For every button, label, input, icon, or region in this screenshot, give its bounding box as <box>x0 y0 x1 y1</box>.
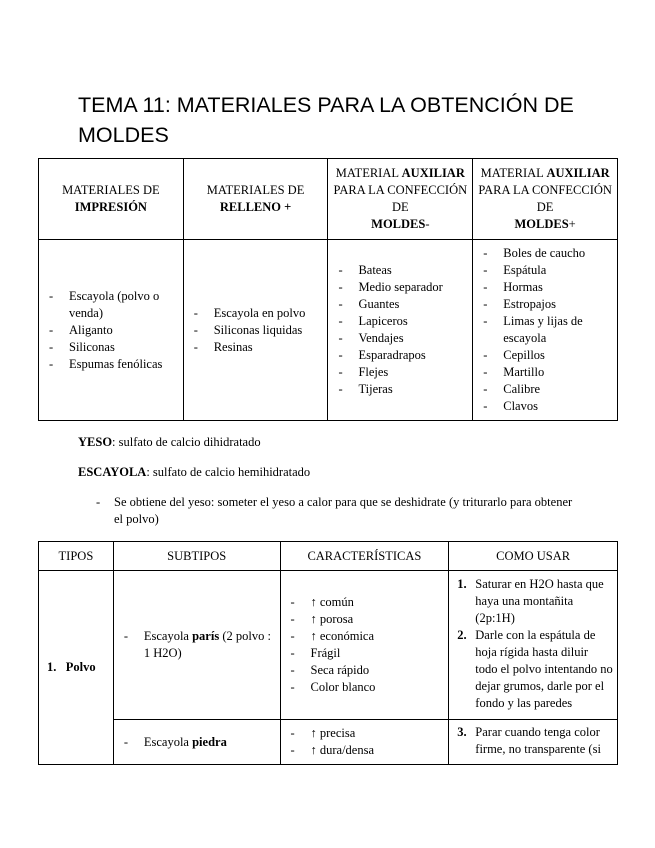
header-auxiliar-plus <box>473 159 618 240</box>
list-item: - Espumas fenólicas <box>49 356 179 373</box>
characteristics-piedra <box>280 720 449 765</box>
materials-header-row <box>39 159 618 240</box>
table-row <box>39 720 618 765</box>
list-item: - ↑ económica <box>291 628 445 645</box>
list-item <box>457 576 613 627</box>
materials-table <box>38 158 618 421</box>
header-text: PARA LA CONFECCIÓN DE <box>333 183 468 214</box>
type-number: 1. <box>47 660 57 674</box>
list-item: - Hormas <box>483 279 613 296</box>
header-bold: IMPRESIÓN <box>74 200 147 214</box>
list-item: - Tijeras <box>338 381 468 398</box>
header-text: MATERIAL <box>480 166 544 180</box>
list-item: - Aliganto <box>49 322 179 339</box>
list-item: - Calibre <box>483 381 613 398</box>
list-item: - ↑ dura/densa <box>291 742 445 759</box>
list-item: - Seca rápido <box>291 662 445 679</box>
header-bold: AUXILIAR <box>401 166 465 180</box>
list-item: - Espátula <box>483 262 613 279</box>
list-item: - Vendajes <box>338 330 468 347</box>
characteristics-paris <box>280 571 449 720</box>
table-row <box>39 571 618 720</box>
term-escayola: ESCAYOLA <box>78 465 147 479</box>
list-item: - Boles de caucho <box>483 245 613 262</box>
list-item: - Color blanco <box>291 679 445 696</box>
header-auxiliar-minus <box>328 159 473 240</box>
subtype-ratio: (2 polvo : 1 H2O) <box>143 629 271 660</box>
header-text: MATERIALES DE <box>62 183 160 197</box>
list-item: - Siliconas <box>49 339 179 356</box>
list-item: - ↑ porosa <box>291 611 445 628</box>
materials-body-row <box>39 240 618 421</box>
col-auxiliar-minus <box>328 240 473 421</box>
list-item: - Cepillos <box>483 347 613 364</box>
list-item: - Medio separador <box>338 279 468 296</box>
list-item <box>124 628 276 662</box>
list-item: - Siliconas liquidas <box>194 322 324 339</box>
header-bold: MOLDES <box>371 217 426 231</box>
header-bold: AUXILIAR <box>546 166 610 180</box>
header-relleno <box>183 159 328 240</box>
header-bold: MOLDES <box>514 217 569 231</box>
list-item: - Lapiceros <box>338 313 468 330</box>
list-item: - ↑ precisa <box>291 725 445 742</box>
header-text: MATERIALES DE <box>206 183 305 197</box>
list-item: - Martillo <box>483 364 613 381</box>
header-sign: - <box>425 217 430 231</box>
subtype-text: Escayola <box>143 629 193 643</box>
list-item: - Flejes <box>338 364 468 381</box>
header-impresion <box>39 159 184 240</box>
list-item: - Estropajos <box>483 296 613 313</box>
list-item <box>124 734 276 751</box>
usage-piedra <box>449 720 618 765</box>
step-number: 2. <box>457 628 467 642</box>
note-escayola <box>78 464 310 481</box>
step-text: Saturar en H2O hasta que haya una montañita (2p:1H) <box>475 577 604 625</box>
note-yeso <box>78 434 261 451</box>
col-relleno <box>183 240 328 421</box>
subtype-piedra <box>113 720 280 765</box>
list-item: - Resinas <box>194 339 324 356</box>
step-text: Parar cuando tenga color firme, no transparente (si <box>475 725 601 756</box>
types-table <box>38 541 618 765</box>
list-item: - ↑ común <box>291 594 445 611</box>
header-text: PARA LA CONFECCIÓN DE <box>478 183 612 214</box>
header-text: MATERIAL <box>335 166 399 180</box>
col-impresion <box>39 240 184 421</box>
step-number: 3. <box>457 725 467 739</box>
subtype-bold: parís <box>192 629 220 643</box>
list-item: - Frágil <box>291 645 445 662</box>
header-como-usar: COMO USAR <box>449 542 618 571</box>
list-item: - Clavos <box>483 398 613 415</box>
term-yeso: YESO <box>78 435 113 449</box>
list-item: - Guantes <box>338 296 468 313</box>
types-header-row <box>39 542 618 571</box>
step-text: Darle con la espátula de hoja rígida hasta diluir todo el polvo intentando no dejar grumos, darle por el fondo y las paredes <box>475 628 613 710</box>
header-tipos: TIPOS <box>39 542 114 571</box>
list-item <box>457 724 613 758</box>
list-item <box>457 627 613 712</box>
list-item: - Esparadrapos <box>338 347 468 364</box>
subtype-paris <box>113 571 280 720</box>
step-number: 1. <box>457 577 467 591</box>
subtype-bold: piedra <box>192 734 227 749</box>
definition-yeso: : sulfato de calcio dihidratado <box>112 435 261 449</box>
note-bullet: - Se obtiene del yeso: someter el yeso a calor para que se deshidrate (y triturarlo para obtener el polvo) <box>96 494 584 528</box>
page-title: TEMA 11: MATERIALES PARA LA OBTENCIÓN DE MOLDES <box>78 93 574 147</box>
col-auxiliar-plus <box>473 240 618 421</box>
type-cell <box>39 571 114 765</box>
subtype-text: Escayola <box>143 734 193 749</box>
list-item: - Escayola (polvo o venda) <box>49 288 179 322</box>
list-item: - Escayola en polvo <box>194 305 324 322</box>
header-caracteristicas: CARACTERÍSTICAS <box>280 542 449 571</box>
definition-escayola: : sulfato de calcio hemihidratado <box>146 465 311 479</box>
list-item: - Bateas <box>338 262 468 279</box>
header-bold: RELLENO + <box>219 200 292 214</box>
usage-paris <box>449 571 618 720</box>
header-subtipos: SUBTIPOS <box>113 542 280 571</box>
list-item: - Limas y lijas de escayola <box>483 313 613 347</box>
type-label: Polvo <box>65 660 96 674</box>
header-sign: + <box>568 217 576 231</box>
